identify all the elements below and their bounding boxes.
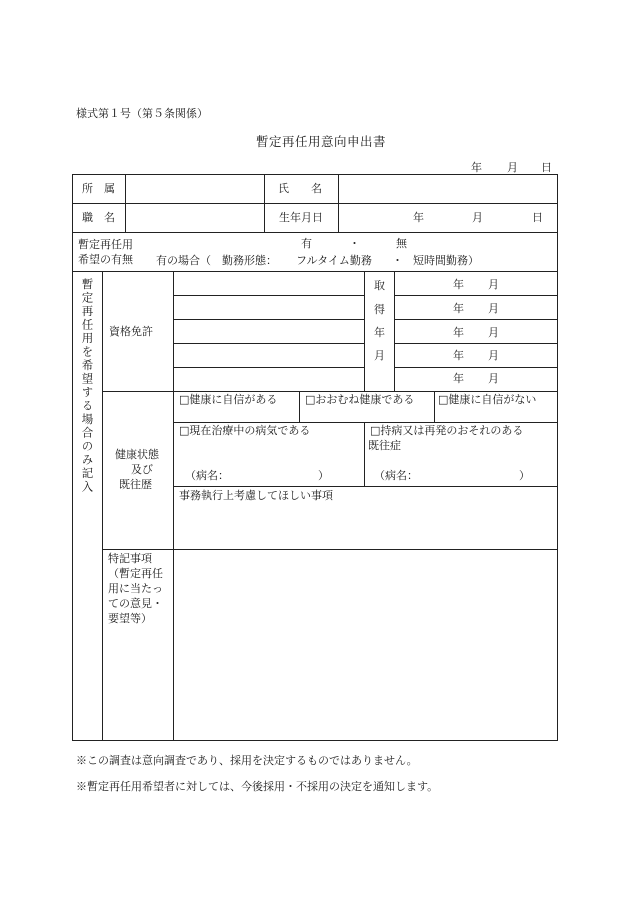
row-divider: [394, 319, 558, 320]
chronic-illness-line2: 既往症: [368, 439, 401, 452]
wish-label-line1: 暫定再任用: [78, 238, 133, 251]
note-notification: ※暫定再任用希望者に対しては、今後採用・不採用の決定を通知します。: [76, 780, 439, 793]
row-divider: [173, 422, 558, 423]
row-divider: [173, 486, 558, 487]
license-year-label: 年: [453, 326, 464, 339]
birth-year-label: 年: [413, 211, 424, 224]
work-form-parttime-option[interactable]: 短時間勤務）: [413, 254, 479, 267]
note-survey: ※この調査は意向調査であり、採用を決定するものではありません。: [76, 754, 418, 767]
disease-name-field-2[interactable]: [421, 466, 519, 484]
acquired-char-2: 得: [374, 303, 385, 316]
form-number: 様式第１号（第５条関係）: [76, 107, 208, 120]
row-divider: [394, 295, 558, 296]
side-label-vertical: 暫定再任用を希望する場合のみ記入: [80, 278, 95, 494]
license-field[interactable]: [173, 271, 364, 295]
health-label-line2: 及び: [131, 463, 153, 476]
remarks-label-line5: 要望等）: [108, 612, 152, 625]
remarks-label-line3: 用に当たっ: [108, 582, 163, 595]
license-field[interactable]: [173, 319, 364, 343]
license-field[interactable]: [173, 295, 364, 319]
current-treatment-checkbox[interactable]: □現在治療中の病気である: [179, 424, 311, 437]
row-divider: [394, 343, 558, 344]
col-divider: [394, 271, 395, 391]
row-divider: [394, 367, 558, 368]
col-divider: [264, 174, 265, 232]
consideration-field[interactable]: [173, 504, 557, 548]
col-divider: [364, 271, 365, 391]
birthdate-field[interactable]: [338, 203, 557, 232]
remarks-field[interactable]: [173, 549, 557, 740]
birthdate-label: 生年月日: [279, 211, 323, 224]
affiliation-field[interactable]: [125, 174, 264, 203]
work-form-fulltime-option[interactable]: フルタイム勤務: [296, 254, 372, 267]
license-month-label: 月: [488, 278, 499, 291]
license-month-label: 月: [488, 302, 499, 315]
remarks-label-line4: ての意見・: [108, 597, 163, 610]
work-form-prefix: 有の場合（ 勤務形態：: [156, 254, 277, 267]
license-month-label: 月: [488, 349, 499, 362]
document-title: 暫定再任用意向申出書: [256, 134, 387, 149]
position-label: 職 名: [82, 211, 115, 224]
license-year-label: 年: [453, 302, 464, 315]
chronic-illness-checkbox[interactable]: □持病又は再発のおそれのある: [370, 424, 524, 437]
birth-day-label: 日: [532, 211, 543, 224]
birth-month-label: 月: [472, 211, 483, 224]
col-divider: [299, 391, 300, 422]
acquired-char-4: 月: [374, 349, 385, 362]
license-month-label: 月: [488, 372, 499, 385]
work-form-separator: ・: [392, 254, 403, 267]
acquired-char-3: 年: [374, 326, 385, 339]
license-field[interactable]: [173, 343, 364, 367]
disease-name-field[interactable]: [232, 466, 316, 484]
consideration-label: 事務執行上考慮してほしい事項: [179, 489, 333, 502]
name-label: 氏 名: [278, 182, 322, 195]
health-mostly-checkbox[interactable]: □おおむね健康である: [305, 393, 415, 406]
health-confident-checkbox[interactable]: □健康に自信がある: [179, 393, 278, 406]
date-day-label: 日: [541, 161, 552, 174]
row-divider: [72, 232, 558, 233]
col-divider: [102, 271, 103, 741]
disease-name-close-2: ）: [519, 469, 530, 482]
disease-name-open-2: （病名：: [374, 469, 418, 482]
remarks-label-line1: 特記事項: [108, 552, 152, 565]
wish-yes-option[interactable]: 有: [301, 237, 312, 250]
license-year-label: 年: [453, 349, 464, 362]
table-border-bottom: [72, 740, 558, 741]
table-border-left: [72, 174, 73, 741]
license-month-label: 月: [488, 326, 499, 339]
wish-label-line2: 希望の有無: [78, 253, 133, 266]
table-border-right: [557, 174, 558, 741]
license-year-label: 年: [453, 278, 464, 291]
date-year-label: 年: [471, 161, 482, 174]
col-divider: [434, 391, 435, 422]
row-divider: [102, 391, 558, 392]
wish-separator: ・: [349, 237, 360, 250]
acquired-char-1: 取: [374, 279, 385, 292]
position-field[interactable]: [125, 203, 264, 232]
name-field[interactable]: [338, 174, 557, 203]
date-month-label: 月: [507, 161, 518, 174]
health-label-line3: 既往歴: [119, 478, 152, 491]
col-divider: [364, 422, 365, 486]
affiliation-label: 所 属: [82, 182, 115, 195]
license-field[interactable]: [173, 367, 364, 391]
health-label-line1: 健康状態: [115, 448, 159, 461]
disease-name-close: ）: [318, 469, 329, 482]
health-not-confident-checkbox[interactable]: □健康に自信がない: [438, 393, 537, 406]
wish-no-option[interactable]: 無: [396, 237, 407, 250]
license-label: 資格免許: [109, 325, 153, 338]
remarks-label-line2: （暫定再任: [108, 567, 163, 580]
license-year-label: 年: [453, 372, 464, 385]
disease-name-open: （病名：: [185, 469, 229, 482]
